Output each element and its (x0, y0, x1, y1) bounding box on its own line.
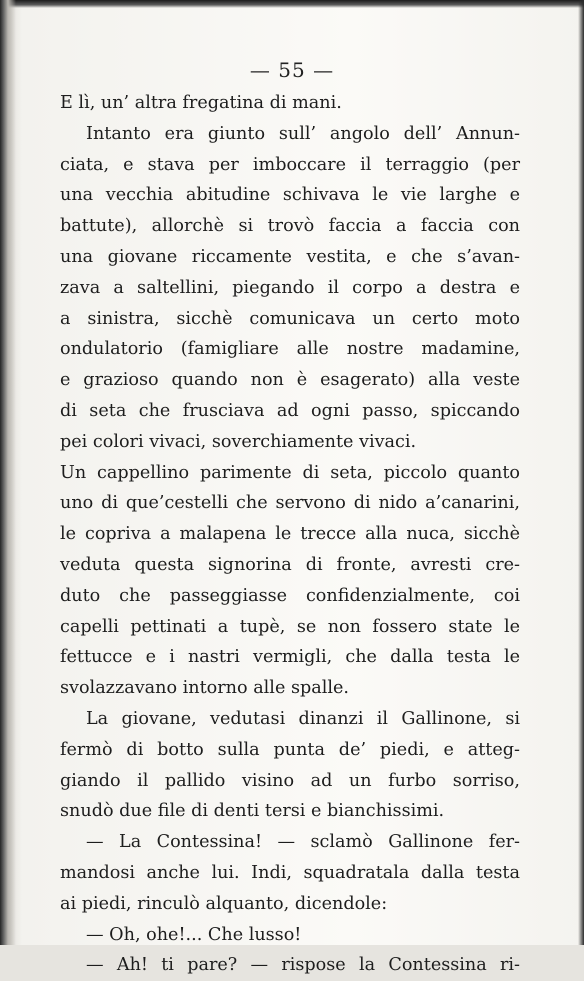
text-line: a sinistra, sicchè comunicava un certo moto (60, 308, 520, 329)
text-line: — Oh, ohe!... Che lusso! (86, 924, 302, 945)
text-line: zava a saltellini, piegando il corpo a destra e (60, 277, 520, 298)
text-line: ai piedi, rinculò alquanto, dicendole: (60, 893, 388, 914)
page-number: — 55 — (249, 58, 335, 82)
text-line: e grazioso quando non è esagerato) alla veste (60, 370, 520, 391)
text-line: fermò di botto sulla punta de’ piedi, e atteg- (60, 739, 520, 760)
text-line: uno di que’cestelli che servono di nido a’canarini, (60, 493, 520, 514)
text-line: veduta questa signorina di fronte, avresti cre- (60, 554, 520, 575)
text-line: — Ah! ti pare? — rispose la Contessina ri- (86, 955, 520, 976)
text-line: svolazzavano intorno alle spalle. (60, 678, 349, 699)
text-line: duto che passeggiasse confidenzialmente, coi (60, 585, 520, 606)
text-line: Intanto era giunto sull’ angolo dell’ Annun- (86, 123, 520, 144)
text-line: una vecchia abitudine schivava le vie larghe e (60, 185, 520, 206)
text-line: capelli pettinati a tupè, se non fossero state le (60, 616, 520, 637)
text-line: ondulatorio (famigliare alle nostre madamine, (60, 339, 520, 360)
text-line: fettucce e i nastri vermigli, che dalla testa le (60, 647, 520, 668)
text-line: di seta che frusciava ad ogni passo, spiccando (60, 400, 520, 421)
text-line: mandosi anche lui. Indi, squadratala dalla testa (60, 862, 520, 883)
text-line: — La Contessina! — sclamò Gallinone fer- (86, 832, 520, 853)
text-line: Un cappellino parimente di seta, piccolo quanto (60, 462, 520, 483)
text-line: giando il pallido visino ad un furbo sorriso, (60, 770, 520, 791)
text-line: ciata, e stava per imboccare il terraggio (per (60, 154, 520, 175)
text-line: La giovane, vedutasi dinanzi il Gallinone, si (86, 708, 520, 729)
body-text (60, 88, 520, 981)
text-line: le copriva a malapena le trecce alla nuca, sicchè (60, 524, 520, 545)
text-line: battute), allorchè si trovò faccia a faccia con (60, 216, 520, 237)
page-top-shadow (0, 0, 584, 8)
text-line: E lì, un’ altra fregatina di mani. (60, 93, 342, 113)
page-binding-shadow (0, 0, 16, 945)
text-line: snudò due file di denti tersi e bianchissimi. (60, 801, 445, 822)
text-line: una giovane riccamente vestita, e che s’avan- (60, 246, 520, 267)
text-line: pei colori vivaci, soverchiamente vivaci. (60, 431, 417, 452)
page-right-shadow (578, 0, 584, 945)
